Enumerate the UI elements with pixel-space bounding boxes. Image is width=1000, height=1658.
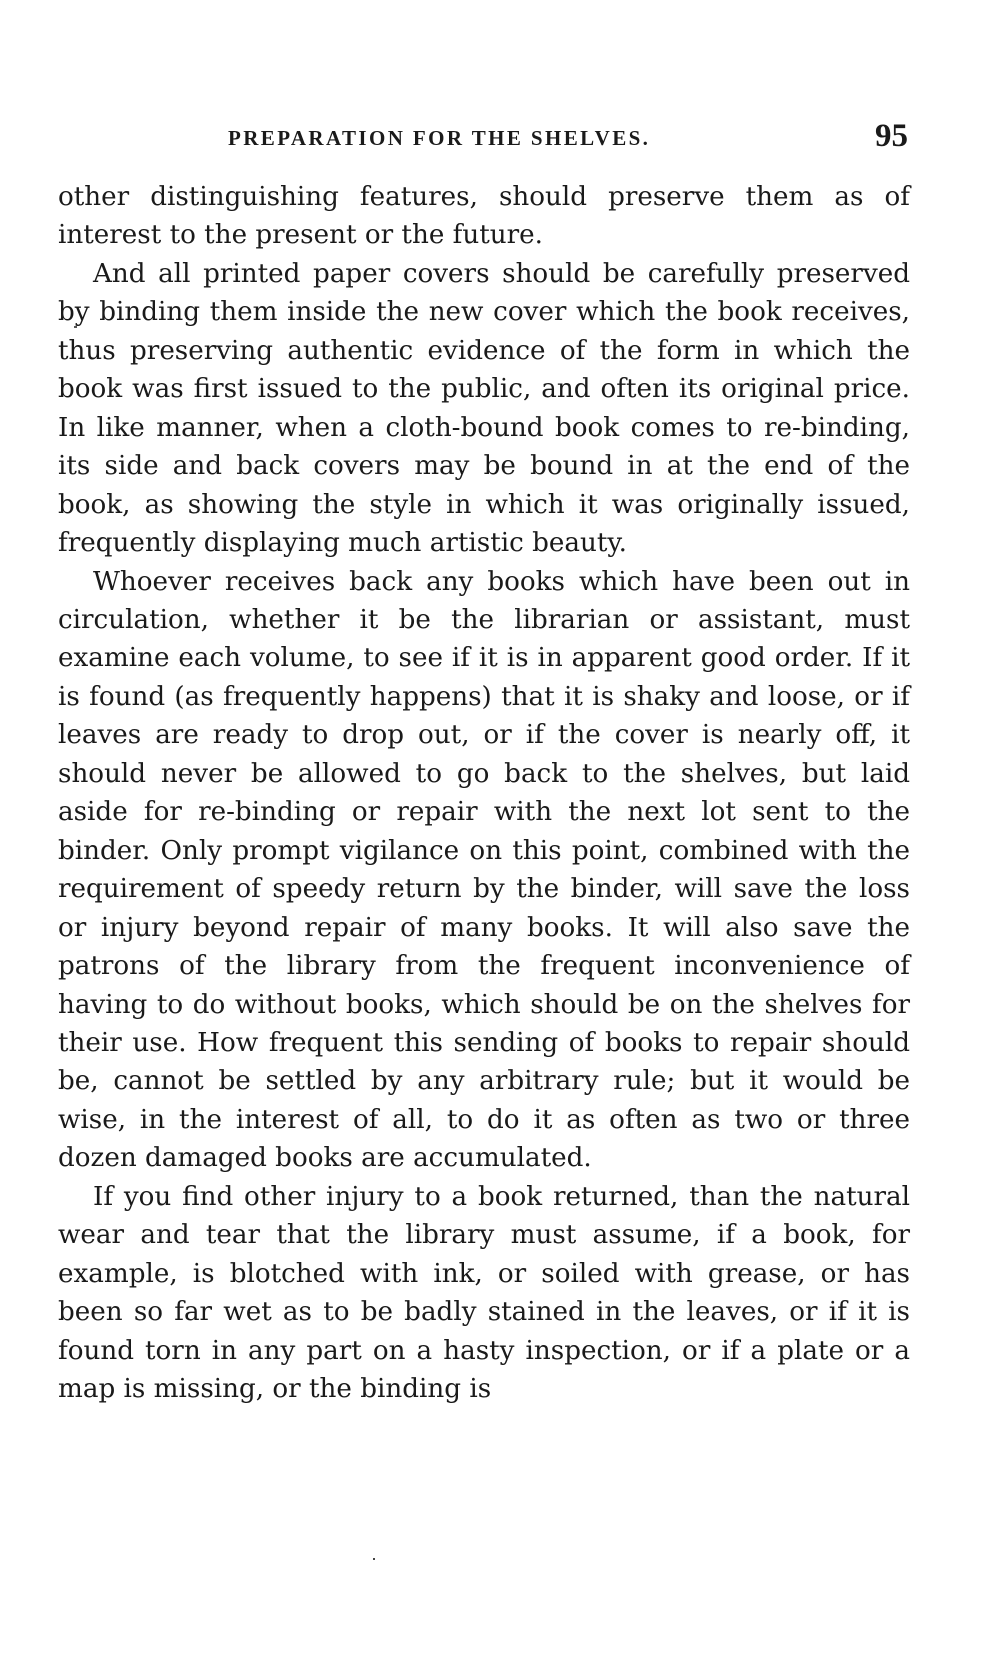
page-number: 95 xyxy=(875,118,908,154)
book-page xyxy=(58,0,910,1658)
footer-speck xyxy=(373,1558,375,1560)
paragraph-continued: other distinguishing features, should preserve them as of interest to the present or the future. xyxy=(58,182,910,251)
running-title: PREPARATION FOR THE SHELVES. xyxy=(228,126,651,150)
body-text xyxy=(58,178,910,1409)
paragraph-printed-covers: And all printed paper covers should be carefully preserved by binding them inside the new cover which the book receives, thus preserving authentic evidence of the form in which the book was first issued to the public, and often its original price. In like manner, when a cloth-bound book comes to re-binding, its side and back covers may be bound in at the end of the book, as showing the style in which it was originally issued, frequently displaying much artistic beauty. xyxy=(58,258,910,559)
running-head xyxy=(58,118,910,162)
paragraph-other-injury: If you find other injury to a book returned, than the natural wear and tear that the library must assume, if a book, for example, is blotched with ink, or soiled with grease, or has been so far wet as to be badly stained in the leaves, or if it is found torn in any part on a hasty inspection, or if a plate or a map is missing, or the binding is xyxy=(58,1181,910,1405)
paragraph-returned-books: Whoever receives back any books which have been out in circulation, whether it be the librarian or assistant, must examine each volume, to see if it is in apparent good order. If it is found (as frequently happens) that it is shaky and loose, or if leaves are ready to drop out, or if the cover is nearly off, it should never be allowed to go back to the shelves, but laid aside for re-binding or repair with the next lot sent to the binder. Only prompt vigilance on this point, combined with the requirement of speedy return by the binder, will save the loss or injury beyond repair of many books. It will also save the patrons of the library from the frequent inconvenience of having to do without books, which should be on the shelves for their use. How frequent this sending of books to repair should be, cannot be settled by any arbitrary rule; but it would be wise, in the interest of all, to do it as often as two or three dozen damaged books are accumulated. xyxy=(58,566,910,1174)
